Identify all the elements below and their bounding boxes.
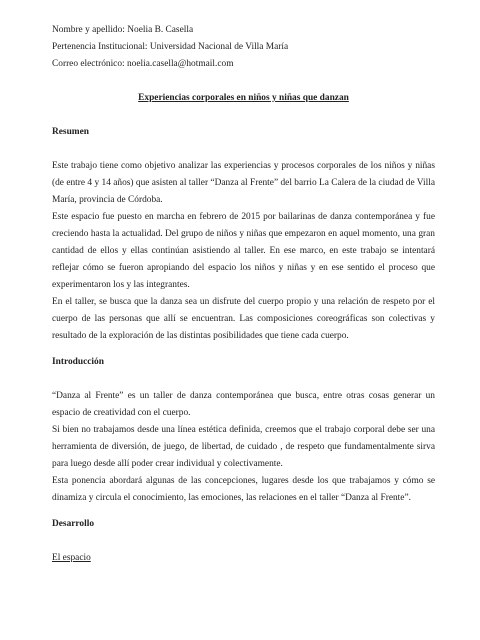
section-heading-desarrollo: Desarrollo [52,519,95,529]
resumen-paragraph-1: Este trabajo tiene como objetivo analizar las experiencias y procesos corporales de los niños y niñas (de entre 4 y 14 años) que asisten al taller “Danza al Frente” del barrio La Calera de la ciudad de Villa María, provincia de Córdoba. [52,161,435,205]
resumen-paragraph-3: En el taller, se busca que la danza sea un disfrute del cuerpo propio y una relación de respeto por el cuerpo de las personas que allí se encuentran. Las composiciones coreográficas son colectivas y resultado de la exploración de las distintas posibilidades que tiene cada cuerpo. [52,297,435,341]
subsection-heading-el-espacio: El espacio [52,553,91,563]
document-page [52,22,435,567]
author-institution: Pertenencia Institucional: Universidad Nacional de Villa María [52,42,289,52]
author-email: Correo electrónico: noelia.casella@hotmail.com [52,59,234,69]
resumen-paragraph-2: Este espacio fue puesto en marcha en febrero de 2015 por bailarinas de danza contemporánea y fue creciendo hasta la actualidad. Del grupo de niños y niñas que empezaron en aquel momento, una gran cantidad de ellos y ellas continúan asistiendo al taller. En ese marco, en este trabajo se intentará reflejar cómo se fueron apropiando del espacio los niños y niñas y en ese sentido el proceso que experimentaron los y las integrantes. [52,212,435,290]
introduccion-paragraph-3: Esta ponencia abordará algunas de las concepciones, lugares desde los que trabajamos y cómo se dinamiza y circula el conocimiento, las emociones, las relaciones en el taller “Danza al Frente”. [52,476,435,503]
introduccion-paragraph-1: “Danza al Frente” es un taller de danza contemporánea que busca, entre otras cosas generar un espacio de creatividad con el cuerpo. [52,391,435,418]
introduccion-paragraph-2: Si bien no trabajamos desde una línea estética definida, creemos que el trabajo corporal debe ser una herramienta de diversión, de juego, de libertad, de cuidado , de respeto que fundamentalmente sirva para luego desde allí poder crear individual y colectivamente. [52,425,435,469]
section-heading-resumen: Resumen [52,127,89,137]
section-heading-introduccion: Introducción [52,357,104,367]
author-name: Nombre y apellido: Noelia B. Casella [52,25,194,35]
document-title: Experiencias corporales en niños y niñas que danzan [138,93,349,103]
